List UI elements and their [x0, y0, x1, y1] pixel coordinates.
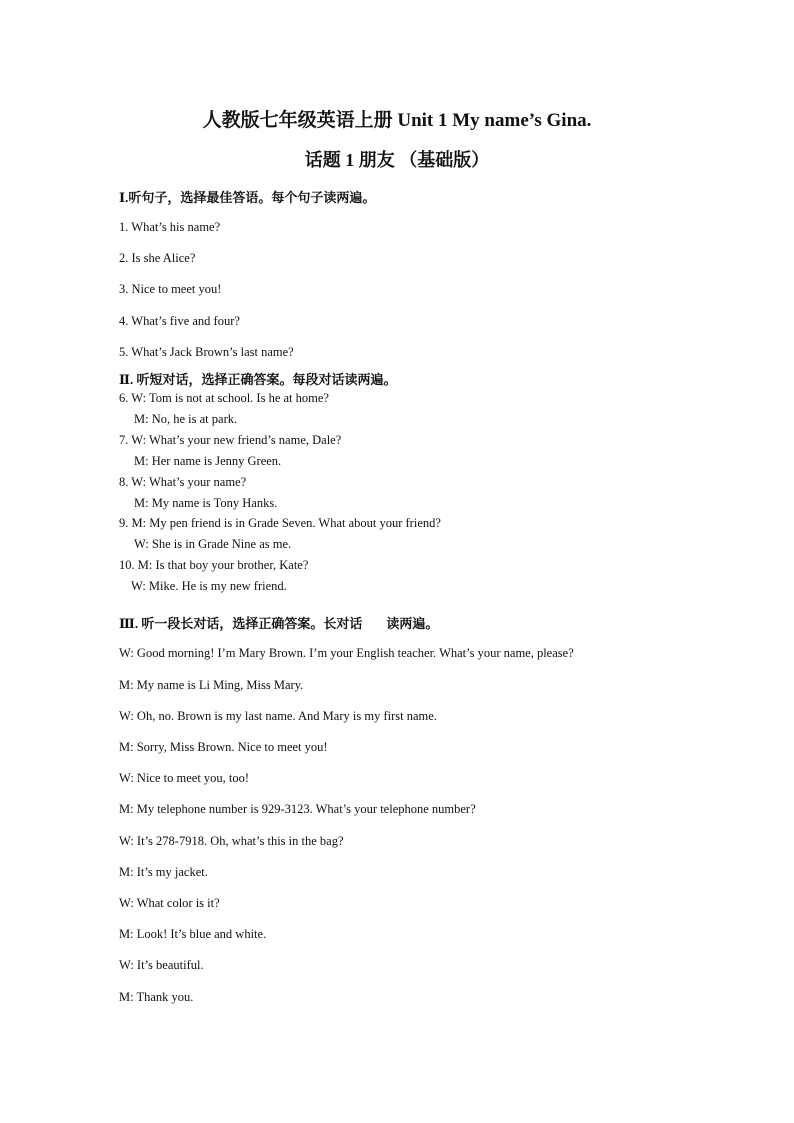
conversation-line: W: It’s 278-7918. Oh, what’s this in the bag? [119, 834, 344, 848]
dialogue-line: 6. W: Tom is not at school. Is he at home? [119, 391, 329, 405]
dialogue-line: 7. W: What’s your new friend’s name, Dale? [119, 433, 342, 447]
question-4: 4. What’s five and four? [119, 314, 240, 328]
conversation-line: W: Nice to meet you, too! [119, 771, 250, 785]
question-3: 3. Nice to meet you! [119, 282, 222, 296]
conversation-line: W: What color is it? [119, 896, 220, 910]
dialogue-line: 8. W: What’s your name? [119, 475, 247, 489]
dialogue-line: W: Mike. He is my new friend. [131, 579, 287, 593]
conversation-line: M: Sorry, Miss Brown. Nice to meet you! [119, 740, 328, 754]
conversation-line: M: Thank you. [119, 990, 194, 1004]
conversation-line: M: Look! It’s blue and white. [119, 927, 267, 941]
question-1: 1. What’s his name? [119, 220, 221, 234]
dialogue-line: M: No, he is at park. [134, 412, 238, 426]
conversation-line: W: It’s beautiful. [119, 958, 204, 972]
dialogue-line: M: Her name is Jenny Green. [134, 454, 282, 468]
question-2: 2. Is she Alice? [119, 251, 196, 265]
dialogue-line: M: My name is Tony Hanks. [134, 496, 278, 510]
page-title: 人教版七年级英语上册 Unit 1 My name’s Gina. [202, 110, 592, 131]
dialogue-line: 9. M: My pen friend is in Grade Seven. What about your friend? [119, 516, 441, 530]
dialogue-line: W: She is in Grade Nine as me. [134, 537, 292, 551]
conversation-line: M: My name is Li Ming, Miss Mary. [119, 678, 304, 692]
section-3-heading [119, 613, 438, 632]
section-3-heading-part-b: 读两遍。 [386, 616, 439, 631]
section-3-heading-part-a: Ⅲ. 听一段长对话，选择正确答案。长对话 [119, 616, 363, 631]
section-1-heading: Ⅰ.听句子，选择最佳答语。每个句子读两遍。 [119, 190, 376, 205]
question-5: 5. What’s Jack Brown’s last name? [119, 345, 294, 359]
dialogue-line: 10. M: Is that boy your brother, Kate? [119, 558, 309, 572]
conversation-line: M: My telephone number is 929-3123. What’s your telephone number? [119, 802, 476, 816]
section-2-heading: Ⅱ. 听短对话，选择正确答案。每段对话读两遍。 [119, 372, 397, 387]
conversation-line: W: Oh, no. Brown is my last name. And Mary is my first name. [119, 709, 437, 723]
page-subtitle: 话题 1 朋友 （基础版） [304, 150, 490, 170]
conversation-line: M: It’s my jacket. [119, 865, 208, 879]
conversation-line: W: Good morning! I’m Mary Brown. I’m your English teacher. What’s your name, please? [119, 646, 574, 660]
